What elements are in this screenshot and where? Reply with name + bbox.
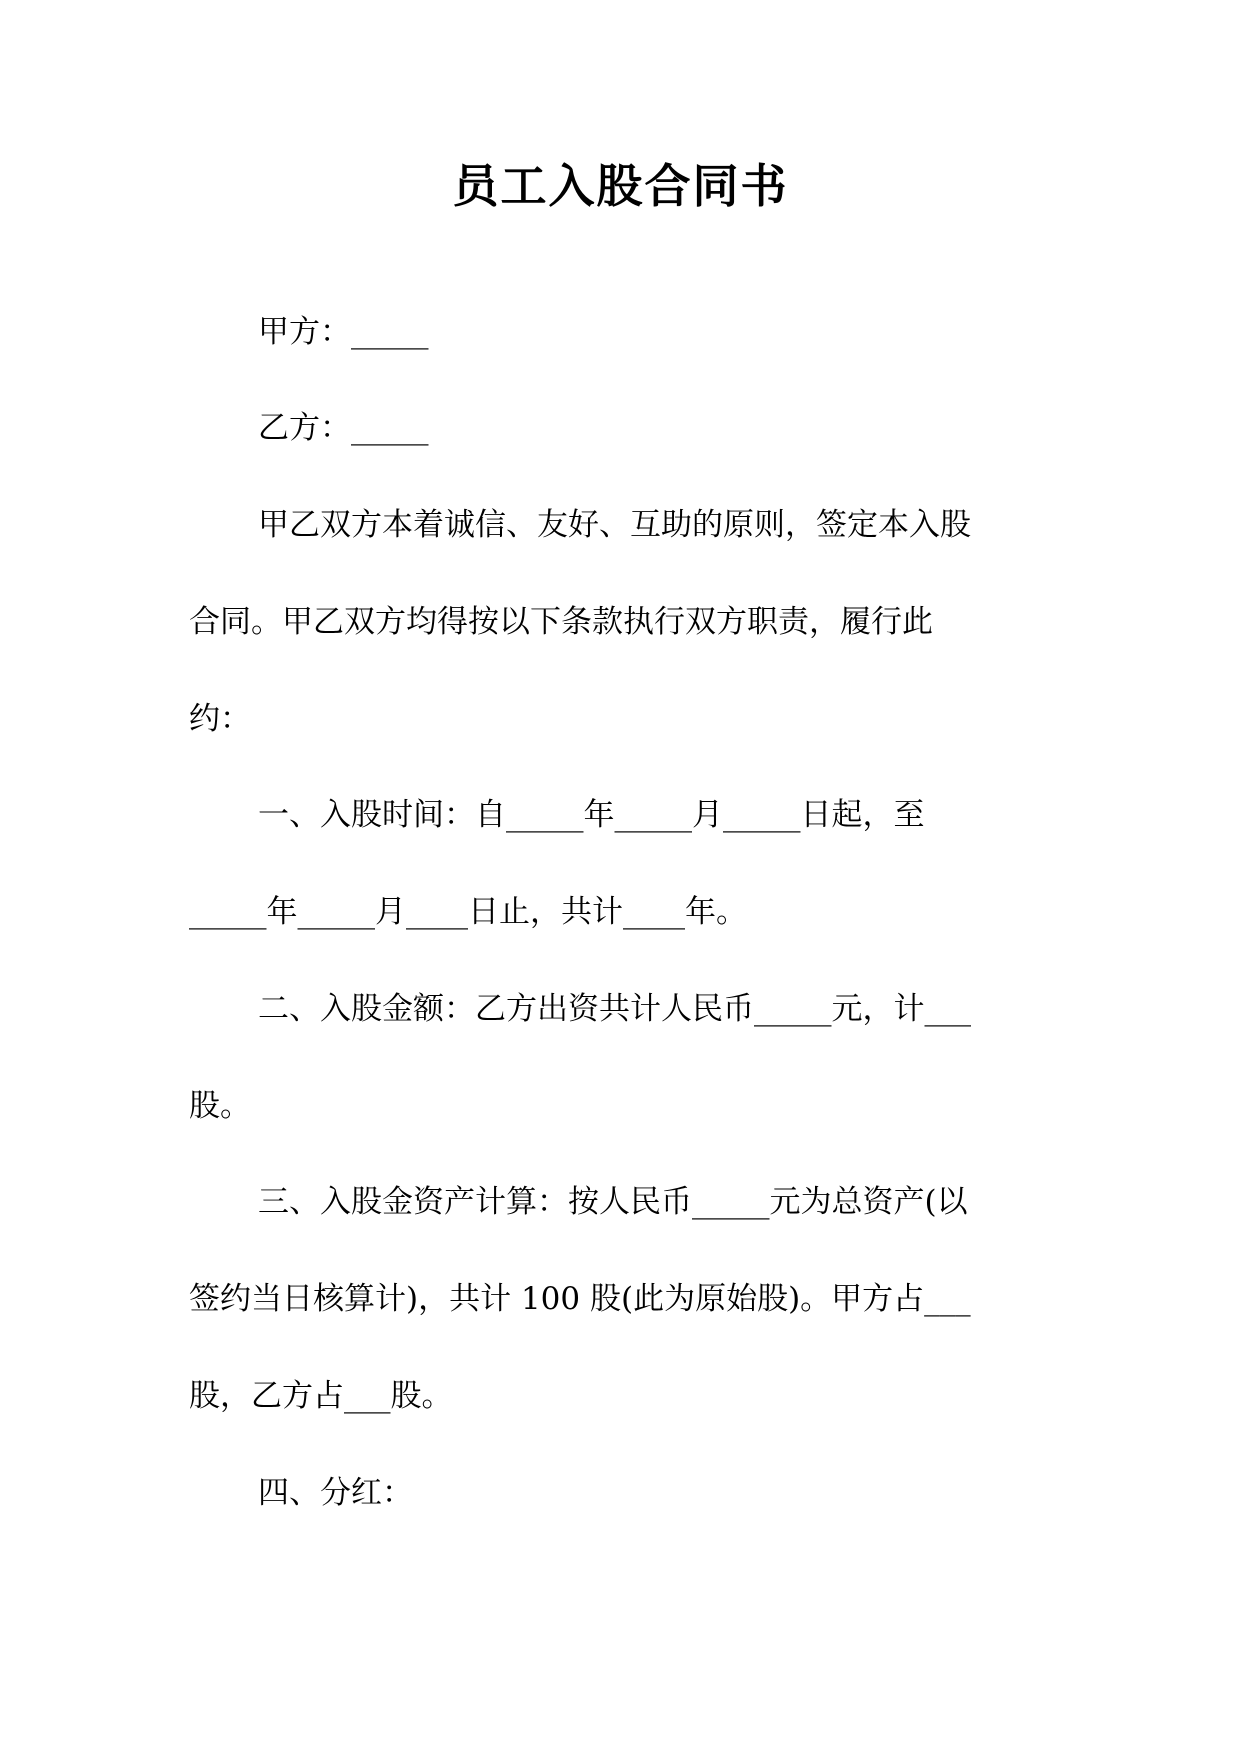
preamble-line-1: 甲乙双方本着诚信、友好、互助的原则，签定本入股: [258, 507, 971, 543]
clause-3-line-3: 股，乙方占___股。: [189, 1378, 453, 1414]
clause-3-line-2: 签约当日核算计)，共计 100 股(此为原始股)。甲方占___: [189, 1281, 971, 1317]
clause-2-line-2: 股。: [189, 1088, 251, 1124]
preamble-line-2: 合同。甲乙双方均得按以下条款执行双方职责，履行此: [189, 604, 933, 640]
clause-4-heading: 四、分红：: [258, 1475, 413, 1511]
party-b-line: 乙方：_____: [258, 410, 429, 446]
clause-2-line-1: 二、入股金额：乙方出资共计人民币_____元，计___: [258, 991, 971, 1027]
clause-1-line-1: 一、入股时间：自_____年_____月_____日起，至: [258, 797, 925, 833]
clause-3-line-1: 三、入股金资产计算：按人民币_____元为总资产(以: [258, 1184, 968, 1220]
party-a-line: 甲方：_____: [258, 314, 429, 350]
document-title: 员工入股合同书: [452, 159, 789, 213]
preamble-line-3: 约：: [189, 701, 251, 737]
clause-1-line-2: _____年_____月____日止，共计____年。: [189, 894, 747, 930]
